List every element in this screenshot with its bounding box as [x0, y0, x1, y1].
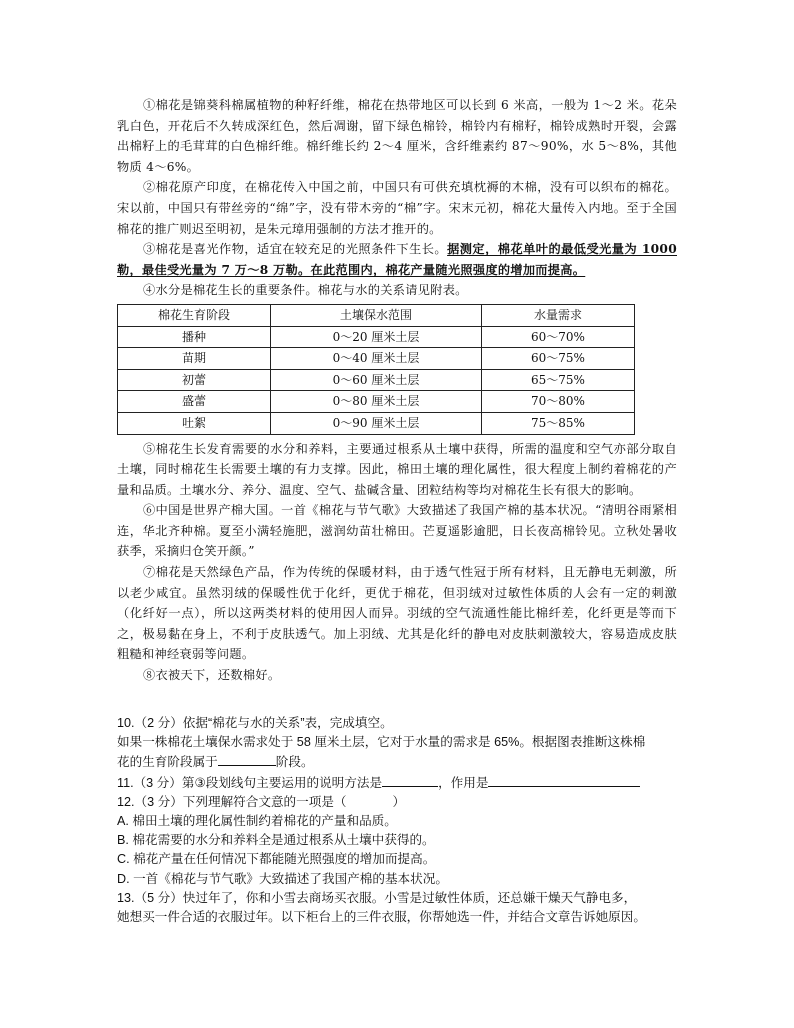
- question-11: [117, 773, 682, 793]
- option-c: C. 棉花产量在任何情况下都能随光照强度的增加而提高。: [117, 852, 436, 867]
- table-row: [118, 348, 635, 370]
- table-header-row: [118, 304, 635, 326]
- table-header-cell: 水量需求: [482, 304, 635, 326]
- option-d: D. 一首《棉花与节气歌》大致描述了我国产棉的基本状况。: [117, 871, 448, 886]
- table-cell: 0～80 厘米土层: [271, 391, 482, 413]
- question-12-close: ）: [392, 794, 406, 809]
- table-cell: 65～75%: [482, 369, 635, 391]
- paragraph-3-text: ③棉花是喜光作物，适宜在较充足的光照条件下生长。: [143, 242, 448, 257]
- table-cell: 吐絮: [118, 412, 271, 434]
- paragraph-5: ⑤棉花生长发育需要的水分和养料，主要通过根系从土壤中获得，所需的温度和空气亦部分取自土壤，同时棉花生长需要土壤的有力支撑。因此，棉田土壤的理化属性，很大程度上制约着棉花的产量和品质。土壤水分、养分、温度、空气、盐碱含量、团粒结构等均对棉花生长有很大的影响。: [117, 441, 677, 497]
- table-cell: 初蕾: [118, 369, 271, 391]
- table-cell: 0～40 厘米土层: [271, 348, 482, 370]
- cotton-water-table: [117, 304, 635, 435]
- question-13-line-1: 13.（5 分）快过年了，你和小雪去商场买衣服。小雪是过敏性体质，还总嫌干燥天气静电多，: [117, 890, 637, 905]
- table-cell: 70～80%: [482, 391, 635, 413]
- paragraph-3: [117, 239, 677, 280]
- answer-blank-11-method[interactable]: [382, 773, 438, 787]
- paragraph-6: ⑥中国是世界产棉大国。一首《棉花与节气歌》大致描述了我国产棉的基本状况。“清明谷雨紧相连，华北齐种棉。夏至小满轻施肥，滋润幼苗壮棉田。芒夏遥影逾肥，日长夜高棉铃见。立秋处暑收获季，采摘归仓笑开颜。”: [117, 503, 677, 559]
- table-cell: 0～90 厘米土层: [271, 412, 482, 434]
- option-a: A. 棉田土壤的理化属性制约着棉花的产量和品质。: [117, 814, 397, 829]
- reading-passage: [117, 95, 677, 686]
- paragraph-8: ⑧衣被天下，还数棉好。: [143, 668, 281, 683]
- question-10-line: 如果一株棉花土壤保水需求处于 58 厘米土层，它对于水量的需求是 65%。根据图表推断这株棉: [117, 735, 646, 750]
- table-cell: 0～20 厘米土层: [271, 326, 482, 348]
- answer-blank-10[interactable]: [218, 752, 276, 766]
- table-cell: 盛蕾: [118, 391, 271, 413]
- paragraph-4: ④水分是棉花生长的重要条件。棉花与水的关系请见附表。: [143, 283, 468, 298]
- paragraph-2: ②棉花原产印度，在棉花传入中国之前，中国只有可供充填枕褥的木棉，没有可以织布的棉花。宋以前，中国只有带丝旁的“绵”字，没有带木旁的“棉”字。宋末元初，棉花大量传入内地。至于全国棉花的推广则迟至明初，是朱元璋用强制的方法才推开的。: [117, 180, 677, 236]
- table-header-cell: 土壤保水范围: [271, 304, 482, 326]
- table-row: [118, 326, 635, 348]
- question-11-text: 11.（3 分）第③段划线句主要运用的说明方法是: [117, 775, 383, 790]
- table-cell: 60～70%: [482, 326, 635, 348]
- underlined-sentence: 据测定，棉花单叶的最低受光量为 1000 勒，最佳受光量为 7 万～8 万勒。在此范围内，棉花产量随光照强度的增加而提高。: [117, 242, 677, 277]
- paragraph-7: ⑦棉花是天然绿色产品，作为传统的保暖材料，由于透气性冠于所有材料，且无静电无刺激，所以老少咸宜。虽然羽绒的保暖性优于化纤，更优于棉花，但羽绒对过敏性体质的人会有一定的刺激（化纤好一点），所以这两类材料的使用因人而异。羽绒的空气流通性能比棉纤差，化纤更是等而下之，极易黏在身上，不利于皮肤透气。加上羽绒、尤其是化纤的静电对皮肤刺激较大，容易造成皮肤粗糙和神经衰弱等问题。: [117, 565, 677, 662]
- paragraph-1: ①棉花是锦葵科棉属植物的种籽纤维，棉花在热带地区可以长到 6 米高，一般为 1～2 米。花朵乳白色，开花后不久转成深红色，然后凋谢，留下绿色棉铃，棉铃内有棉籽，棉铃成熟时开裂，会露出棉籽上的毛茸茸的白色棉纤维。棉纤维长约 2～4 厘米，含纤维素约 87～90%，水 5～8%，其他物质 4～6%。: [117, 98, 677, 174]
- question-10-fill: [117, 752, 682, 772]
- table-cell: 0～60 厘米土层: [271, 369, 482, 391]
- table-cell: 播种: [118, 326, 271, 348]
- question-13-line-2: 她想买一件合适的衣服过年。以下柜台上的三件衣服，你帮她选一件，并结合文章告诉她原因。: [117, 910, 646, 925]
- question-10-suffix: 阶段。: [275, 755, 314, 770]
- answer-blank-11-effect[interactable]: [488, 773, 640, 787]
- table-row: [118, 391, 635, 413]
- table-cell: 60～75%: [482, 348, 635, 370]
- question-section: [117, 714, 682, 927]
- question-11-mid: ，作用是: [438, 775, 489, 790]
- table-cell: 苗期: [118, 348, 271, 370]
- question-10-stem: 10.（2 分）依据“棉花与水的关系”表，完成填空。: [117, 716, 393, 730]
- option-b: B. 棉花需要的水分和养料全是通过根系从土壤中获得的。: [117, 833, 435, 848]
- question-10-text: 花的生育阶段属于: [117, 755, 218, 770]
- table-row: [118, 369, 635, 391]
- question-12-text: 12.（3 分）下列理解符合文意的一项是（: [117, 794, 347, 809]
- table-header-cell: 棉花生育阶段: [118, 304, 271, 326]
- table-row: [118, 412, 635, 434]
- question-12-stem: [117, 793, 682, 812]
- table-cell: 75～85%: [482, 412, 635, 434]
